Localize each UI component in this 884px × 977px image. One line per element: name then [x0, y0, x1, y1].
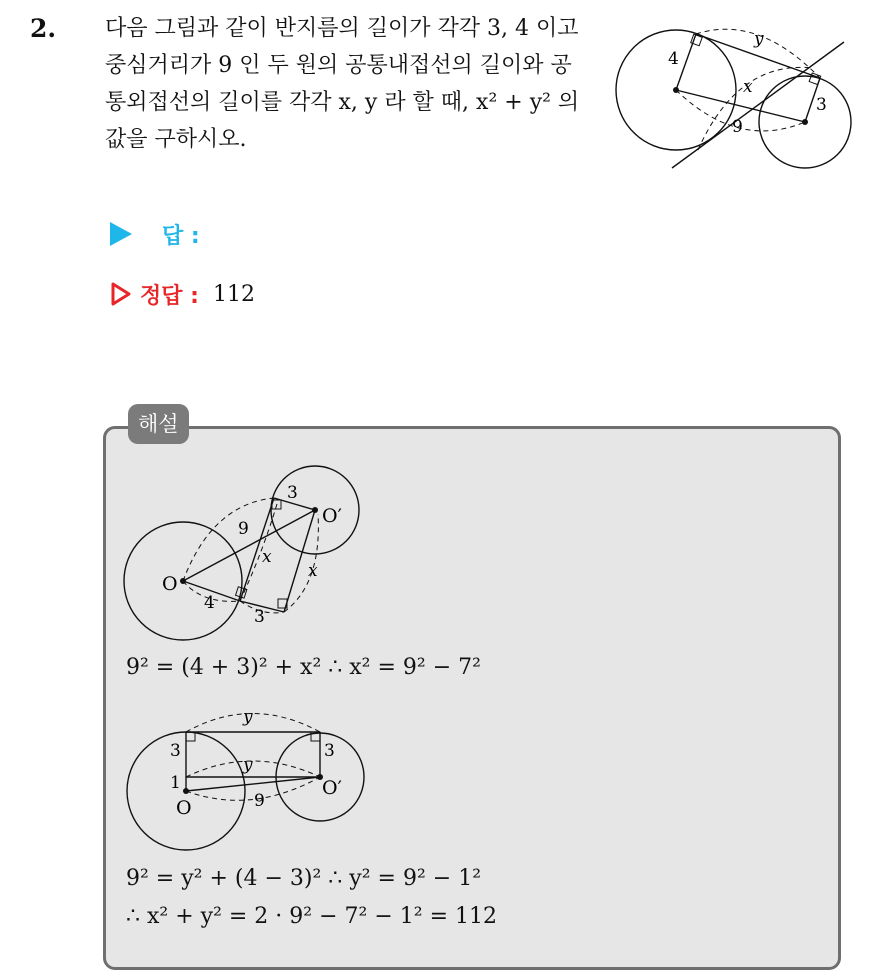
label-d9: 9	[732, 117, 743, 137]
solution-equation-3: ∴ x² + y² = 2 · 9² − 7² − 1² = 112	[126, 904, 497, 929]
label-x2: x	[308, 561, 318, 581]
label-r3: 3	[816, 95, 827, 115]
label-3-left: 3	[170, 741, 181, 761]
label-O-prime2: O′	[322, 777, 342, 799]
problem-figure	[608, 20, 860, 180]
correct-answer-row	[110, 278, 255, 310]
label-x: x	[743, 77, 753, 97]
internal-tangent-figure	[112, 464, 372, 649]
label-3-right: 3	[324, 741, 335, 761]
question-text: 다음 그림과 같이 반지름의 길이가 각각 3, 4 이고 중심거리가 9 인 두 원의 공통내접선의 길이와 공통외접선의 길이를 각각 x, y 라 할 때, x² + y² 의 값을 구하시오.	[105, 16, 580, 152]
answer-label: 답 :	[162, 223, 200, 249]
label-y: y	[754, 29, 764, 49]
correct-arrow-icon	[110, 281, 132, 307]
label-9b: 9	[254, 791, 265, 811]
correct-answer-label: 정답 :	[140, 283, 199, 309]
label-y-mid: y	[243, 755, 253, 775]
label-3-top: 3	[287, 483, 298, 503]
answer-row	[110, 218, 200, 250]
label-O: O	[162, 573, 178, 595]
question-number: 2.	[30, 14, 57, 43]
label-r4: 4	[668, 49, 679, 69]
label-1: 1	[170, 773, 181, 793]
label-3-bottom: 3	[254, 607, 265, 627]
label-y-top: y	[243, 707, 253, 727]
label-O2: O	[176, 797, 192, 819]
solution-tab: 해설	[128, 404, 189, 444]
answer-arrow-icon	[110, 222, 132, 246]
correct-answer-value: 112	[212, 281, 255, 307]
solution-equation-2: 9² = y² + (4 − 3)² ∴ y² = 9² − 1²	[126, 866, 482, 891]
label-x1: x	[262, 547, 272, 567]
label-O-prime: O′	[322, 505, 342, 527]
label-4: 4	[204, 593, 215, 613]
external-tangent-figure	[112, 700, 372, 860]
label-9: 9	[238, 519, 249, 539]
solution-equation-1: 9² = (4 + 3)² + x² ∴ x² = 9² − 7²	[126, 655, 481, 680]
